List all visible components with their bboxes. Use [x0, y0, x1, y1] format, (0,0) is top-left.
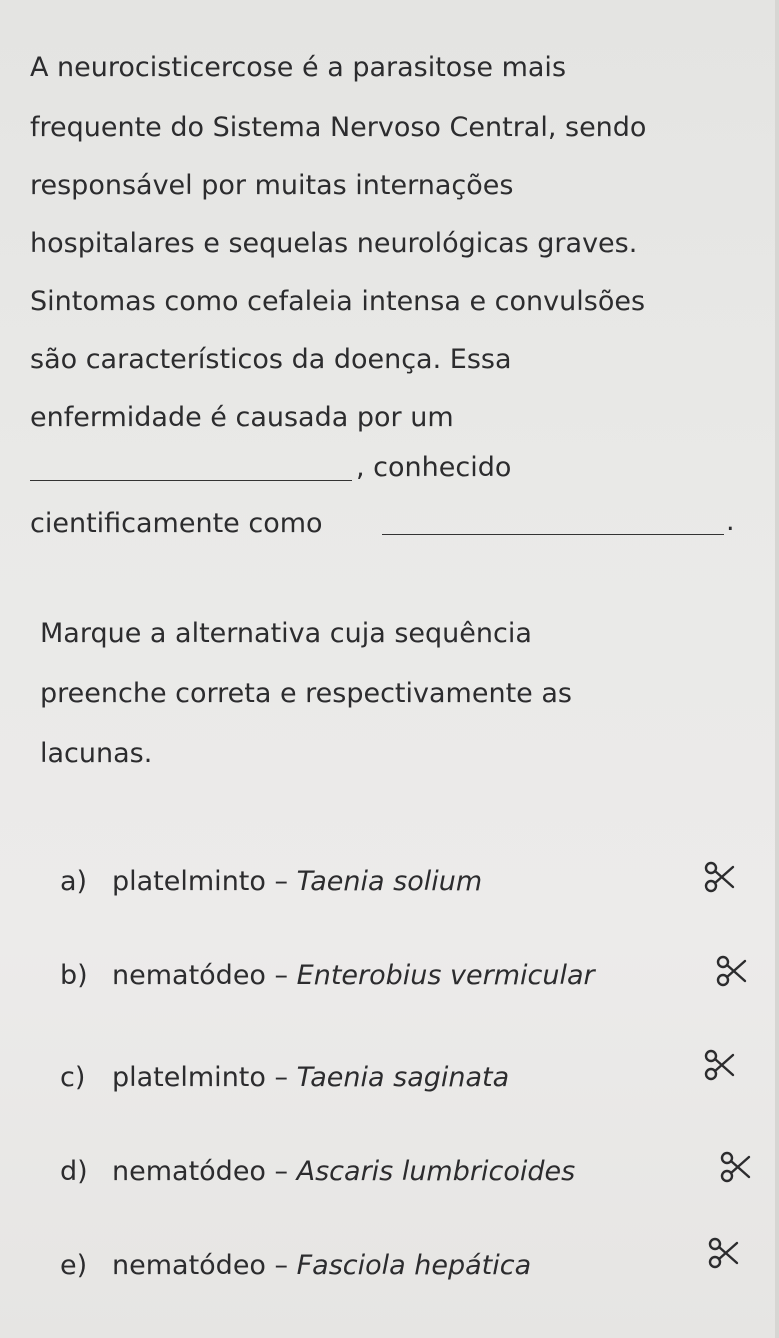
statement-line-4: hospitalares e sequelas neurológicas graves. [30, 228, 638, 259]
scissors-icon[interactable] [706, 1236, 740, 1270]
scissors-icon[interactable] [718, 1150, 752, 1184]
option-group: nematódeo [112, 960, 266, 991]
blank-1-suffix: , conhecido [356, 452, 512, 483]
instruction-line-2: preenche correta e respectivamente as [40, 678, 572, 709]
option-species: Fasciola hepática [296, 1250, 532, 1281]
scissors-icon[interactable] [702, 860, 736, 894]
option-dash: – [274, 1250, 289, 1281]
option-species: Ascaris lumbricoides [296, 1156, 576, 1187]
option-dash: – [274, 1156, 289, 1187]
instruction-line-3: lacunas. [40, 738, 153, 769]
option-group: platelminto [112, 866, 266, 897]
option-b[interactable] [60, 962, 595, 989]
option-letter: a) [60, 866, 88, 897]
statement-line-6: são característicos da doença. Essa [30, 344, 512, 375]
option-d[interactable] [60, 1158, 575, 1185]
statement-line-2: frequente do Sistema Nervoso Central, sendo [30, 112, 647, 143]
option-dash: – [274, 1062, 288, 1093]
scissors-icon[interactable] [702, 1048, 736, 1082]
statement-line-5: Sintomas como cefaleia intensa e convulsões [30, 286, 646, 317]
option-dash: – [274, 960, 289, 991]
option-letter: b) [60, 960, 88, 991]
answer-blank-1 [30, 480, 352, 481]
page-edge [775, 0, 779, 1338]
statement-line-9: cientificamente como [30, 508, 323, 539]
instruction-line-1: Marque a alternativa cuja sequência [40, 618, 532, 649]
option-species: Taenia solium [296, 866, 483, 897]
option-letter: d) [60, 1156, 88, 1187]
option-group: nematódeo [112, 1156, 266, 1187]
option-e[interactable] [60, 1252, 531, 1279]
statement-line-1: A neurocisticercose é a parasitose mais [30, 52, 567, 83]
answer-blank-2 [382, 534, 724, 535]
option-letter: c) [60, 1062, 86, 1093]
option-species: Taenia saginata [296, 1062, 510, 1093]
option-dash: – [274, 866, 288, 897]
option-letter: e) [60, 1250, 88, 1281]
statement-line-7: enfermidade é causada por um [30, 402, 454, 433]
scissors-icon[interactable] [714, 954, 748, 988]
option-group: nematódeo [112, 1250, 266, 1281]
statement-line-3: responsável por muitas internações [30, 170, 514, 201]
blank-2-suffix: . [726, 506, 735, 537]
option-a[interactable] [60, 868, 482, 895]
option-c[interactable] [60, 1064, 509, 1091]
option-species: Enterobius vermicular [296, 960, 595, 991]
option-group: platelminto [112, 1062, 266, 1093]
